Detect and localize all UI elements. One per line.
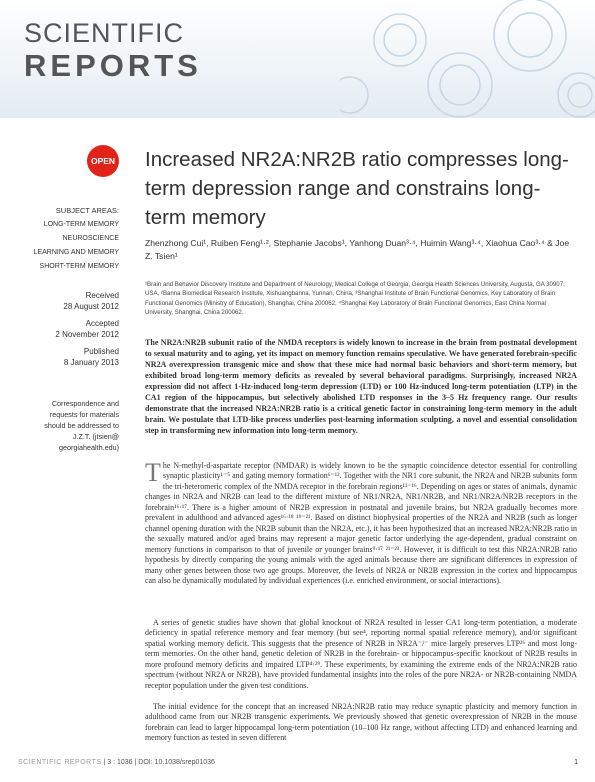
abstract: The NR2A:NR2B subunit ratio of the NMDA receptors is widely known to increase in the brain from postnatal development to sexual maturity and to aging, yet its impact on memory function remains speculative. We have generated forebrain-specific NR2A overexpression transgenic mice and show that these mice had normal basic behaviors and short-term memory, but exhibited broad long-term memory deficits as revealed by several behavioral paradigms. Surprisingly, increased NR2A expression did not affect 1-Hz-induced long-term depression (LTD) or 100 Hz-induced long-term potentiation (LTP) in the CA1 region of the hippocampus, but selectively abolished LTD responses in the 3–5 Hz frequency range. Our results demonstrate that the increased NR2A:NR2B ratio is a critical genetic factor in constraining long-term memory in the adult brain. We postulate that LTD-like process underlies post-learning information sculpting, a novel and essential consolidation step in transforming new information into long-term memory. <box>145 338 577 435</box>
correspondence-note <box>44 398 119 453</box>
page-footer <box>18 759 578 766</box>
body-paragraph-3: The initial evidence for the concept that an increased NR2A:NR2B ratio may reduce synaptic plasticity and memory function in adulthood came from our NR2B transgenic experiments. We previously showed that genetic overexpression of NR2B in the mouse forebrain can lead to larger hippocampal long-term potentiation (10–100 Hz range, without affecting LTD) and enhanced learning and memory function as tested in seven different <box>145 702 577 743</box>
logo-reports: REPORTS <box>24 48 202 83</box>
subject-areas <box>34 205 119 272</box>
author-list: Zhenzhong Cui¹, Ruiben Feng¹·², Stephanie Jacobs¹, Yanhong Duan³·⁴, Huimin Wang³·⁴, Xiaohua Cao³·⁴ & Joe Z. Tsien¹ <box>145 238 570 261</box>
article-title: Increased NR2A:NR2B ratio compresses long-term depression range and constrains long-term memory <box>145 148 569 229</box>
correspondence-line: requests for materials <box>49 410 119 419</box>
body-paragraph-1 <box>145 458 577 586</box>
subject-link[interactable]: NEUROSCIENCE <box>62 235 119 242</box>
accepted-date: 2 November 2012 <box>55 329 119 339</box>
published-date: 8 January 2013 <box>63 357 119 367</box>
affiliations: ¹Brain and Behavior Discovery Institute and Department of Neurology, Medical College of Georgia, Georgia Health Sciences University, Augusta, GA 30907, USA, ²Banna Biomedical Research Institute, Xishuangbanna, Yunnan, China, ³Shanghai Institute of Brain Functional Genomics, Key Laboratory of Brain Functional Genomics (Ministry of Education), Shanghai, China 200062, ⁴Shanghai Key Laboratory of Brain Functional Genomics, East China Normal University, Shanghai, China 200062. <box>145 281 565 316</box>
correspondence-line: should be addressed to <box>44 421 119 430</box>
logo-scientific: SCIENTIFIC <box>24 18 185 48</box>
subject-link[interactable]: LONG-TERM MEMORY <box>43 221 119 228</box>
open-access-badge: OPEN <box>87 145 119 177</box>
gears-icon <box>340 0 595 118</box>
footer-citation: | 3 : 1036 | DOI: 10.1038/srep01036 <box>103 759 215 766</box>
subject-link[interactable]: SHORT-TERM MEMORY <box>39 263 119 270</box>
journal-header <box>0 0 595 118</box>
page-number: 1 <box>574 759 578 766</box>
footer-journal: SCIENTIFIC REPORTS <box>18 759 102 766</box>
drop-cap: T <box>145 458 161 487</box>
correspondence-email[interactable]: J.Z.T. (jtsien@ <box>72 432 119 441</box>
body-paragraph-2: A series of genetic studies have shown that global knockout of NR2A resulted in lesser CA1 long-term potentiation, a moderate deficiency in spatial reference memory and fear memory (but see⁴, reporting normal spatial reference memory), and/or significant spatial working memory deficit. This suggests that the presence of NR2B in NR2A⁻/⁻ mice largely preserves LTP²⁶ and most long-term memories. On the other hand, genetic deletion of NR2B in the forebrain- or hippocampus-specific knockout of NR2B results in more profound memory deficits and impaired LTP⁴·²⁹. These experiments, by examining the extreme ends of the NR2A:NR2B ratio spectrum (without NR2A or NR2B), have provided fundamental insights into the roles of the pure NR2A- or NR2B-containing NMDA receptor population under the given test conditions. <box>145 618 577 690</box>
subject-link[interactable]: LEARNING AND MEMORY <box>33 249 119 256</box>
received-date: 28 August 2012 <box>63 301 119 311</box>
correspondence-line: Correspondence and <box>51 399 119 408</box>
paragraph-text: he N-methyl-d-aspartate receptor (NMDAR) is widely known to be the synaptic coincidence detector essential for controlling synaptic plasticity¹⁻⁵ and gating memory formation⁶⁻¹². Together with the NR1 core subunit, the NR2A and NR2B subunits form the tri-heteromeric complex of the NMDA receptor in the forebrain regions¹³⁻¹⁶. Depending on ages or states of animals, dynamic changes in NR2A and NR2B can lead to the different mixture of NR1/NR2A, NR1/NR2B, and NR1/NR2A/NR2B receptors in the forebrain¹⁶·¹⁷. There is a higher amount of NR2B expression in postnatal and juvenile brains, but NR2A gradually becomes more prevalent in adulthood and advanced ages¹⁶·¹⁸ ¹⁹⁻²¹. Based on distinct biophysical properties of the NR2A and NR2B (such as longer channel opening duration with the NR2B subunit than the NR2A, etc.), it has been hypothesized that an increased NR2A:NR2B ratio in the sexually matured and/or aged brains may represent a major genetic factor underlying the age-dependent, gradual constraint on memory functions in comparison to that of juvenile or younger brains⁹·¹⁷ ²¹⁻²³. However, it is difficult to test this NR2A:NR2B ratio hypothesis by directly comparing the young animals with the aged animals because there are significant differences in expression of many other genes between those two age groups. Moreover, the levels of NR2A or NR2B expression in the cortex and hippocampus can also be dynamically modulated by individual experiences (i.e. enriched environment, or social interactions). <box>145 461 577 585</box>
correspondence-email[interactable]: georgiahealth.edu) <box>59 443 119 452</box>
published-label: Published <box>83 347 119 356</box>
received-label: Received <box>85 291 119 300</box>
subject-areas-header: SUBJECT AREAS: <box>55 206 119 215</box>
accepted-label: Accepted <box>85 319 119 328</box>
article-dates <box>55 291 119 368</box>
